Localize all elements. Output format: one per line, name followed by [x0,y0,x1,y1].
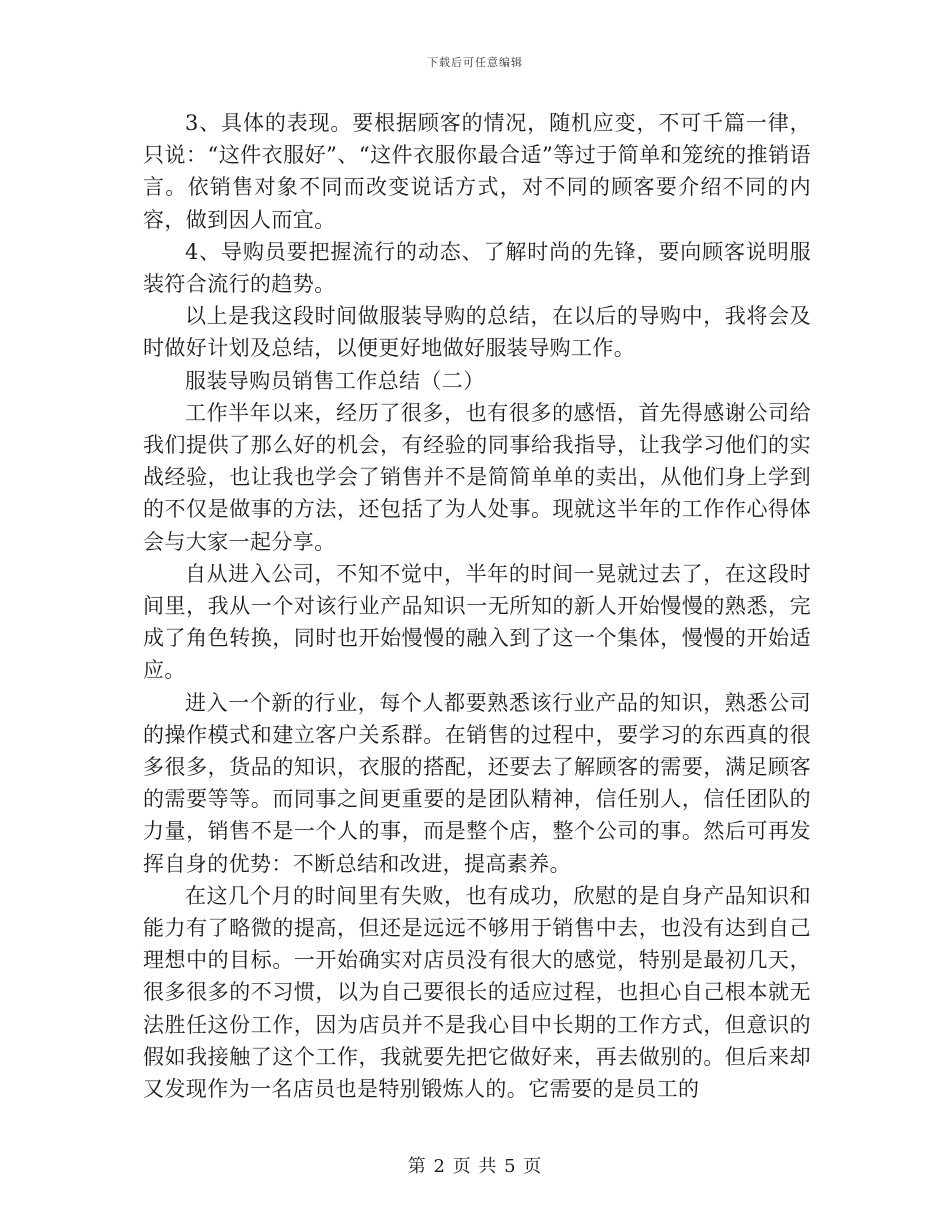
paragraph-intro: 工作半年以来，经历了很多，也有很多的感悟，首先得感谢公司给我们提供了那么好的机会，有经验的同事给我指导，让我学习他们的实战经验，也让我也学会了销售并不是简简单单的卖出，从他们身上学到的不仅是做事的方法，还包括了为人处事。现就这半年的工作作心得体会与大家一起分享。 [143,400,811,554]
paragraph-new-industry: 进入一个新的行业，每个人都要熟悉该行业产品的知识，熟悉公司的操作模式和建立客户关系群。在销售的过程中，要学习的东西真的很多很多，货品的知识，衣服的搭配，还要去了解顾客的需要，满足顾客的需要等等。而同事之间更重要的是团队精神，信任别人，信任团队的力量，销售不是一个人的事，而是整个店，整个公司的事。然后可再发挥自身的优势：不断总结和改进，提高素养。 [143,690,811,876]
paragraph-point-3: 3、具体的表现。要根据顾客的情况，随机应变，不可千篇一律，只说：“这件衣服好”、“这件衣服你最合适”等过于简单和笼统的推销语言。依销售对象不同而改变说话方式，对不同的顾客要介绍不同的内容，做到因人而宜。 [143,111,811,232]
page-number: 第 2 页 共 5 页 [407,1156,543,1177]
paragraph-months: 在这几个月的时间里有失败，也有成功，欣慰的是自身产品知识和能力有了略微的提高，但还是远远不够用于销售中去，也没有达到自己理想中的目标。一开始确实对店员没有很大的感觉，特别是最初几天，很多很多的不习惯，以为自己要很长的适应过程，也担心自己根本就无法胜任这份工作，因为店员并不是我心目中长期的工作方式，但意识的假如我接触了这个工作，我就要先把它做好来，再去做别的。但后来却又发现作为一名店员也是特别锻炼人的。它需要的是员工的 [143,883,811,1102]
section-heading: 服装导购员销售工作总结（二） [185,368,485,393]
document-body [143,107,811,1105]
paragraph-summary: 以上是我这段时间做服装导购的总结，在以后的导购中，我将会及时做好计划及总结，以便更好地做好服装导购工作。 [143,304,811,361]
paragraph-joining: 自从进入公司，不知不觉中，半年的时间一晃就过去了，在这段时间里，我从一个对该行业产品知识一无所知的新人开始慢慢的熟悉，完成了角色转换，同时也开始慢慢的融入到了这一个集体，慢慢的开始适应。 [143,561,811,683]
page-header-note: 下载后可任意编辑 [427,56,523,69]
paragraph-point-4: 4、导购员要把握流行的动态、了解时尚的先锋，要向顾客说明服装符合流行的趋势。 [143,239,811,297]
